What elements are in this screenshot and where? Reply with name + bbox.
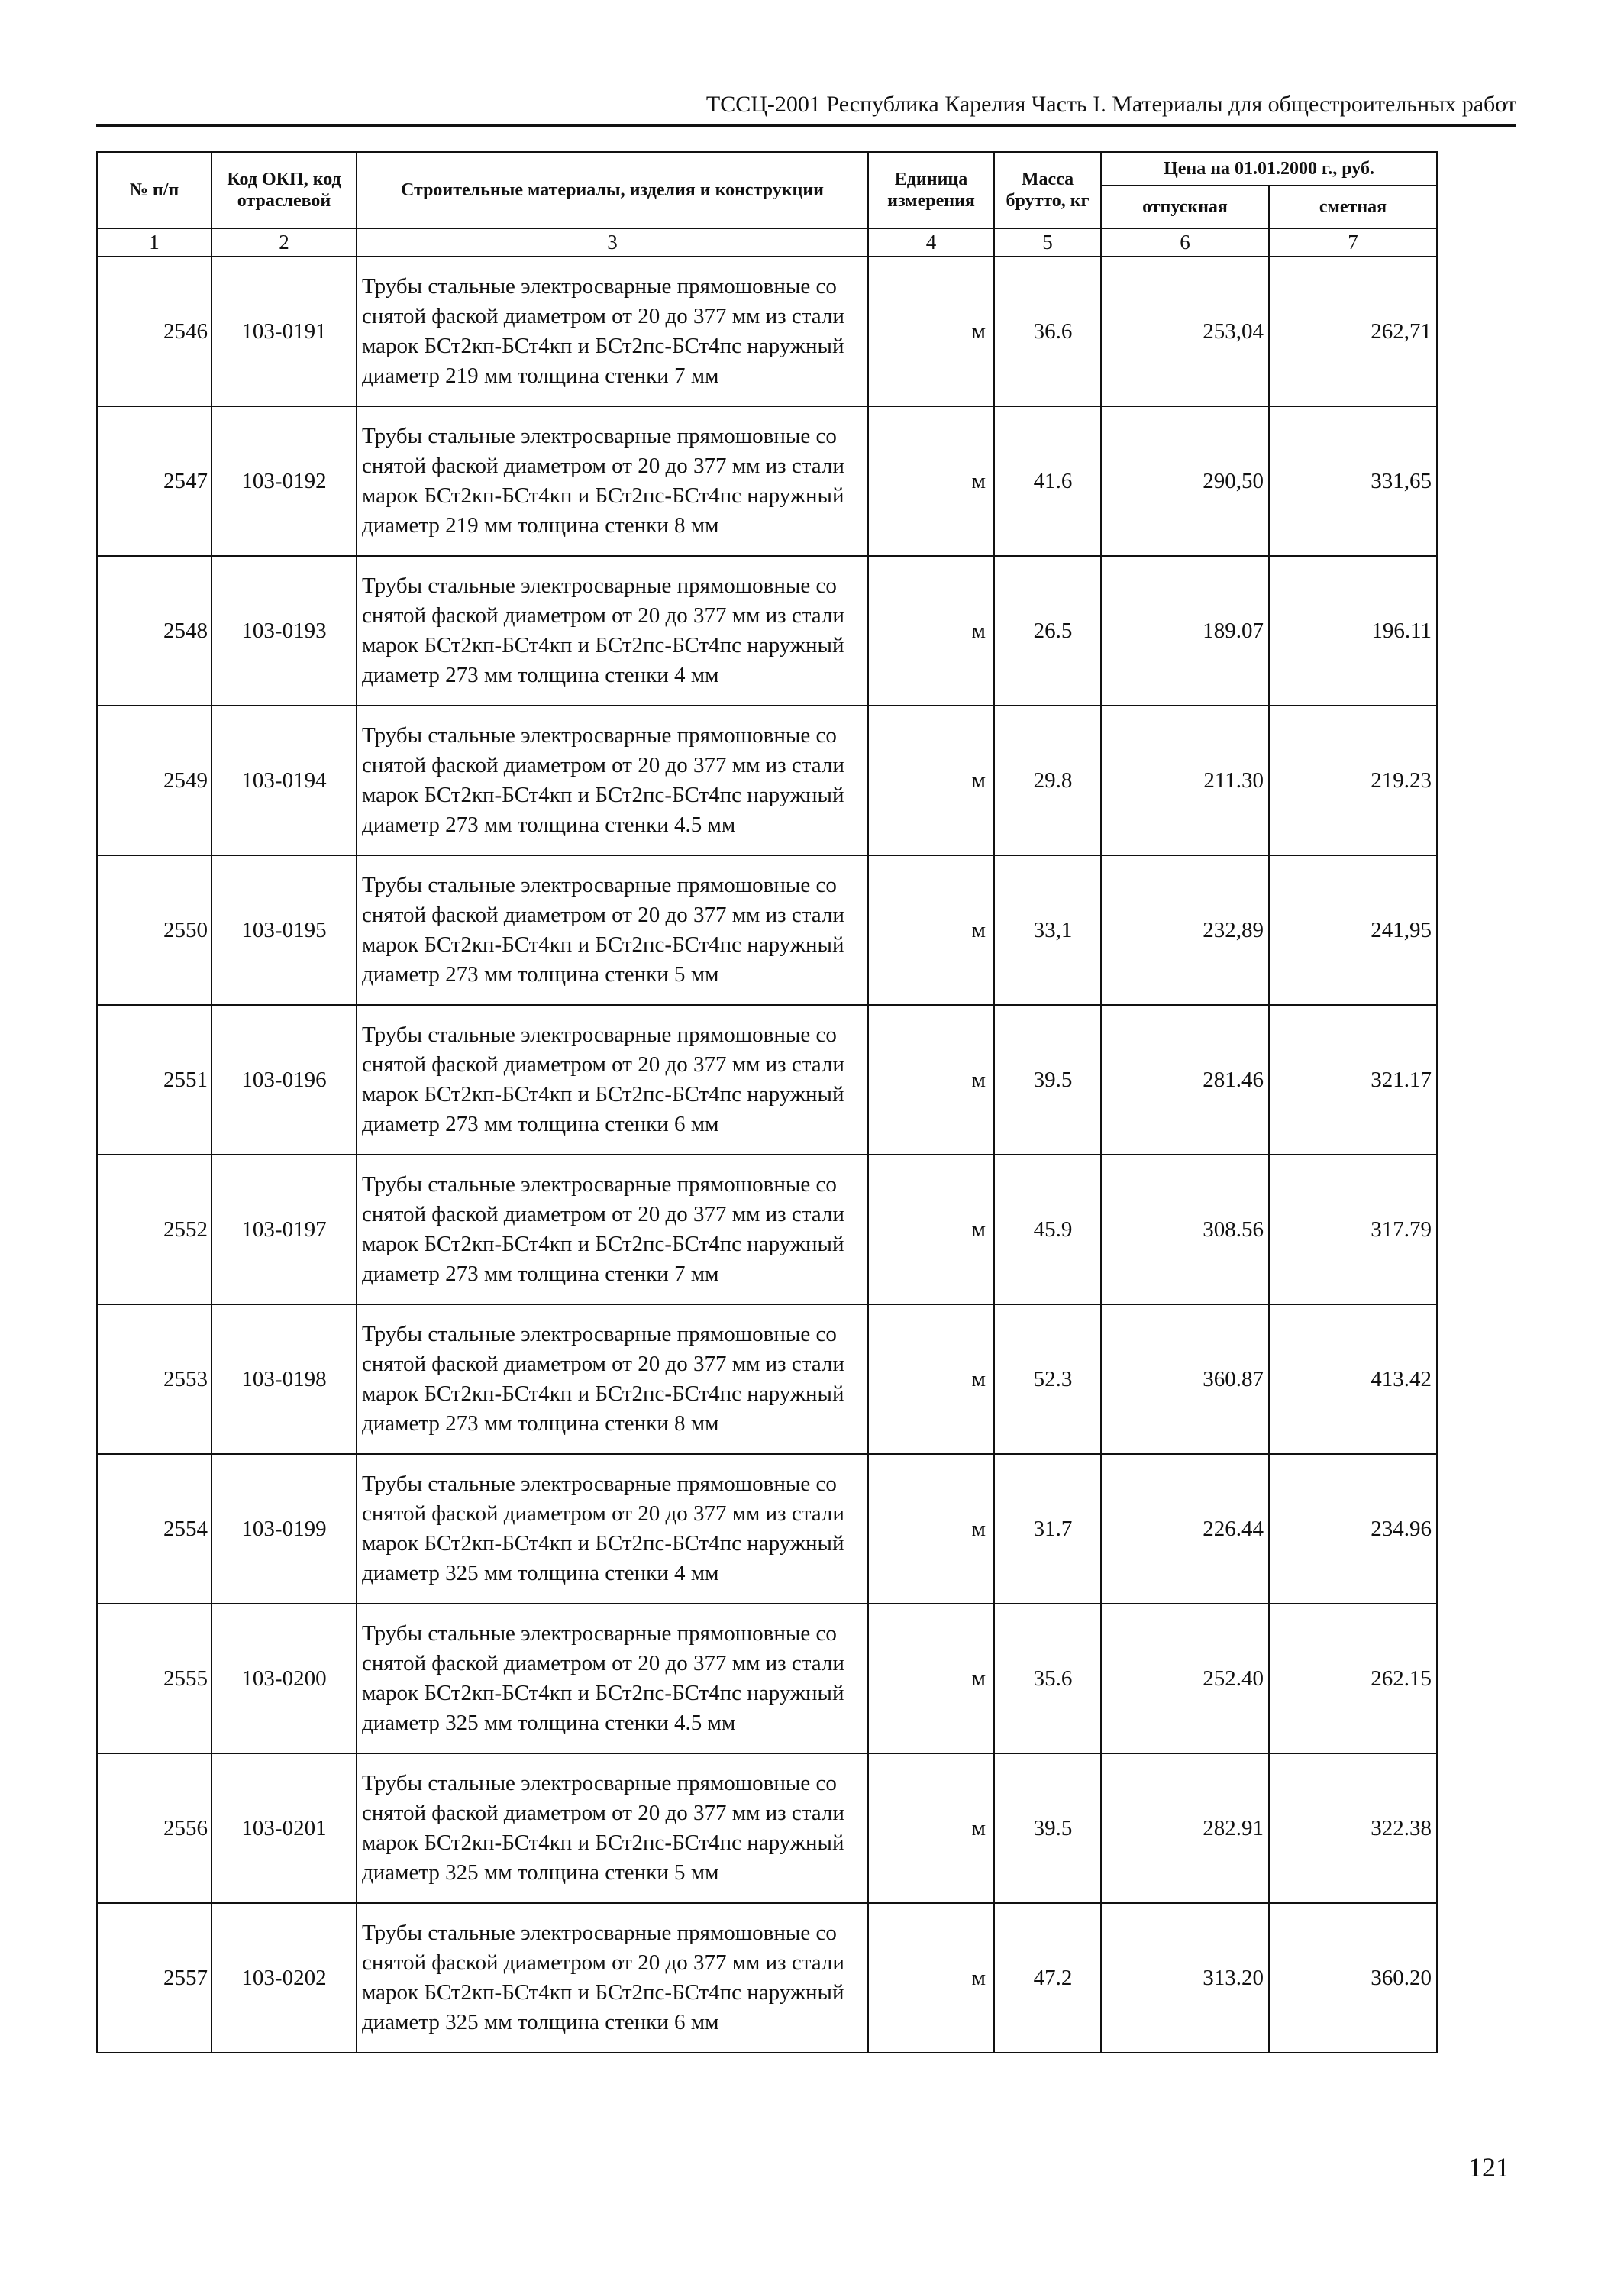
col-number: 3 (357, 228, 868, 257)
row-mass: 29.8 (994, 706, 1101, 855)
table-row (97, 1753, 1437, 1903)
row-price-release: 253,04 (1101, 257, 1269, 406)
table-row (97, 1903, 1437, 2053)
row-mass: 36.6 (994, 257, 1101, 406)
row-mass: 33,1 (994, 855, 1101, 1005)
row-unit: м (868, 1155, 994, 1304)
row-mass: 35.6 (994, 1604, 1101, 1753)
row-price-release: 313.20 (1101, 1903, 1269, 2053)
row-number: 2555 (97, 1604, 211, 1753)
row-unit: м (868, 1005, 994, 1155)
table-row (97, 406, 1437, 556)
row-description: Трубы стальные электросварные прямошовные со снятой фаской диаметром от 20 до 377 мм из стали марок БСт2кп-БСт4кп и БСт2пс-БСт4пс наружный диаметр 273 мм толщина стенки 4 мм (357, 556, 868, 706)
row-price-estimate: 241,95 (1269, 855, 1437, 1005)
table-row (97, 706, 1437, 855)
row-price-release: 189.07 (1101, 556, 1269, 706)
row-mass: 41.6 (994, 406, 1101, 556)
column-number-row (97, 228, 1437, 257)
row-unit: м (868, 257, 994, 406)
row-code: 103-0199 (211, 1454, 357, 1604)
row-code: 103-0202 (211, 1903, 357, 2053)
row-description: Трубы стальные электросварные прямошовные со снятой фаской диаметром от 20 до 377 мм из стали марок БСт2кп-БСт4кп и БСт2пс-БСт4пс наружный диаметр 325 мм толщина стенки 5 мм (357, 1753, 868, 1903)
table-row (97, 855, 1437, 1005)
row-description: Трубы стальные электросварные прямошовные со снятой фаской диаметром от 20 до 377 мм из стали марок БСт2кп-БСт4кп и БСт2пс-БСт4пс наружный диаметр 273 мм толщина стенки 5 мм (357, 855, 868, 1005)
row-price-estimate: 317.79 (1269, 1155, 1437, 1304)
row-number: 2554 (97, 1454, 211, 1604)
row-number: 2551 (97, 1005, 211, 1155)
row-price-estimate: 234.96 (1269, 1454, 1437, 1604)
row-number: 2556 (97, 1753, 211, 1903)
row-price-release: 281.46 (1101, 1005, 1269, 1155)
col-header-price-release: отпускная (1101, 186, 1269, 228)
row-number: 2550 (97, 855, 211, 1005)
row-mass: 39.5 (994, 1753, 1101, 1903)
page-number: 121 (1468, 2152, 1509, 2183)
table-row (97, 1005, 1437, 1155)
col-header-unit: Единица измерения (868, 152, 994, 228)
document-title: ТССЦ-2001 Республика Карелия Часть I. Материалы для общестроительных работ (705, 92, 1516, 117)
row-code: 103-0192 (211, 406, 357, 556)
row-code: 103-0191 (211, 257, 357, 406)
row-price-release: 308.56 (1101, 1155, 1269, 1304)
table-row (97, 1454, 1437, 1604)
row-mass: 26.5 (994, 556, 1101, 706)
row-code: 103-0201 (211, 1753, 357, 1903)
row-code: 103-0197 (211, 1155, 357, 1304)
row-code: 103-0194 (211, 706, 357, 855)
row-price-estimate: 321.17 (1269, 1005, 1437, 1155)
row-unit: м (868, 1903, 994, 2053)
row-price-estimate: 413.42 (1269, 1304, 1437, 1454)
row-code: 103-0198 (211, 1304, 357, 1454)
table-row (97, 1604, 1437, 1753)
row-price-estimate: 262,71 (1269, 257, 1437, 406)
table-row (97, 1155, 1437, 1304)
row-unit: м (868, 706, 994, 855)
col-header-num: № п/п (97, 152, 211, 228)
row-description: Трубы стальные электросварные прямошовные со снятой фаской диаметром от 20 до 377 мм из стали марок БСт2кп-БСт4кп и БСт2пс-БСт4пс наружный диаметр 273 мм толщина стенки 4.5 мм (357, 706, 868, 855)
page-header (96, 88, 1516, 127)
row-code: 103-0195 (211, 855, 357, 1005)
col-number: 5 (994, 228, 1101, 257)
row-number: 2552 (97, 1155, 211, 1304)
col-header-mass: Масса брутто, кг (994, 152, 1101, 228)
row-description: Трубы стальные электросварные прямошовные со снятой фаской диаметром от 20 до 377 мм из стали марок БСт2кп-БСт4кп и БСт2пс-БСт4пс наружный диаметр 273 мм толщина стенки 7 мм (357, 1155, 868, 1304)
row-number: 2549 (97, 706, 211, 855)
row-unit: м (868, 406, 994, 556)
table-row (97, 1304, 1437, 1454)
row-price-estimate: 322.38 (1269, 1753, 1437, 1903)
row-number: 2547 (97, 406, 211, 556)
row-unit: м (868, 855, 994, 1005)
row-mass: 47.2 (994, 1903, 1101, 2053)
row-number: 2548 (97, 556, 211, 706)
row-mass: 45.9 (994, 1155, 1101, 1304)
row-code: 103-0193 (211, 556, 357, 706)
col-number: 4 (868, 228, 994, 257)
table-row (97, 257, 1437, 406)
col-number: 2 (211, 228, 357, 257)
col-header-desc: Строительные материалы, изделия и конструкции (357, 152, 868, 228)
col-number: 1 (97, 228, 211, 257)
row-description: Трубы стальные электросварные прямошовные со снятой фаской диаметром от 20 до 377 мм из стали марок БСт2кп-БСт4кп и БСт2пс-БСт4пс наружный диаметр 219 мм толщина стенки 7 мм (357, 257, 868, 406)
row-price-release: 252.40 (1101, 1604, 1269, 1753)
row-price-estimate: 219.23 (1269, 706, 1437, 855)
col-number: 6 (1101, 228, 1269, 257)
row-mass: 39.5 (994, 1005, 1101, 1155)
row-description: Трубы стальные электросварные прямошовные со снятой фаской диаметром от 20 до 377 мм из стали марок БСт2кп-БСт4кп и БСт2пс-БСт4пс наружный диаметр 273 мм толщина стенки 8 мм (357, 1304, 868, 1454)
row-price-estimate: 360.20 (1269, 1903, 1437, 2053)
table-row (97, 556, 1437, 706)
col-number: 7 (1269, 228, 1437, 257)
row-unit: м (868, 1604, 994, 1753)
table-header (97, 152, 1437, 257)
row-description: Трубы стальные электросварные прямошовные со снятой фаской диаметром от 20 до 377 мм из стали марок БСт2кп-БСт4кп и БСт2пс-БСт4пс наружный диаметр 325 мм толщина стенки 4.5 мм (357, 1604, 868, 1753)
price-table (96, 151, 1438, 2053)
col-header-price-group: Цена на 01.01.2000 г., руб. (1101, 152, 1437, 186)
row-price-release: 232,89 (1101, 855, 1269, 1005)
row-unit: м (868, 1753, 994, 1903)
row-description: Трубы стальные электросварные прямошовные со снятой фаской диаметром от 20 до 377 мм из стали марок БСт2кп-БСт4кп и БСт2пс-БСт4пс наружный диаметр 219 мм толщина стенки 8 мм (357, 406, 868, 556)
row-mass: 52.3 (994, 1304, 1101, 1454)
row-price-release: 226.44 (1101, 1454, 1269, 1604)
row-unit: м (868, 1454, 994, 1604)
row-price-release: 290,50 (1101, 406, 1269, 556)
col-header-code: Код ОКП, код отраслевой (211, 152, 357, 228)
row-price-release: 360.87 (1101, 1304, 1269, 1454)
row-description: Трубы стальные электросварные прямошовные со снятой фаской диаметром от 20 до 377 мм из стали марок БСт2кп-БСт4кп и БСт2пс-БСт4пс наружный диаметр 325 мм толщина стенки 6 мм (357, 1903, 868, 2053)
col-header-price-estimate: сметная (1269, 186, 1437, 228)
row-unit: м (868, 556, 994, 706)
row-unit: м (868, 1304, 994, 1454)
row-code: 103-0200 (211, 1604, 357, 1753)
row-price-release: 282.91 (1101, 1753, 1269, 1903)
row-number: 2557 (97, 1903, 211, 2053)
row-description: Трубы стальные электросварные прямошовные со снятой фаской диаметром от 20 до 377 мм из стали марок БСт2кп-БСт4кп и БСт2пс-БСт4пс наружный диаметр 325 мм толщина стенки 4 мм (357, 1454, 868, 1604)
row-price-estimate: 196.11 (1269, 556, 1437, 706)
row-code: 103-0196 (211, 1005, 357, 1155)
row-mass: 31.7 (994, 1454, 1101, 1604)
row-price-estimate: 262.15 (1269, 1604, 1437, 1753)
row-number: 2553 (97, 1304, 211, 1454)
row-price-estimate: 331,65 (1269, 406, 1437, 556)
table-body (97, 257, 1437, 2053)
row-description: Трубы стальные электросварные прямошовные со снятой фаской диаметром от 20 до 377 мм из стали марок БСт2кп-БСт4кп и БСт2пс-БСт4пс наружный диаметр 273 мм толщина стенки 6 мм (357, 1005, 868, 1155)
row-number: 2546 (97, 257, 211, 406)
row-price-release: 211.30 (1101, 706, 1269, 855)
